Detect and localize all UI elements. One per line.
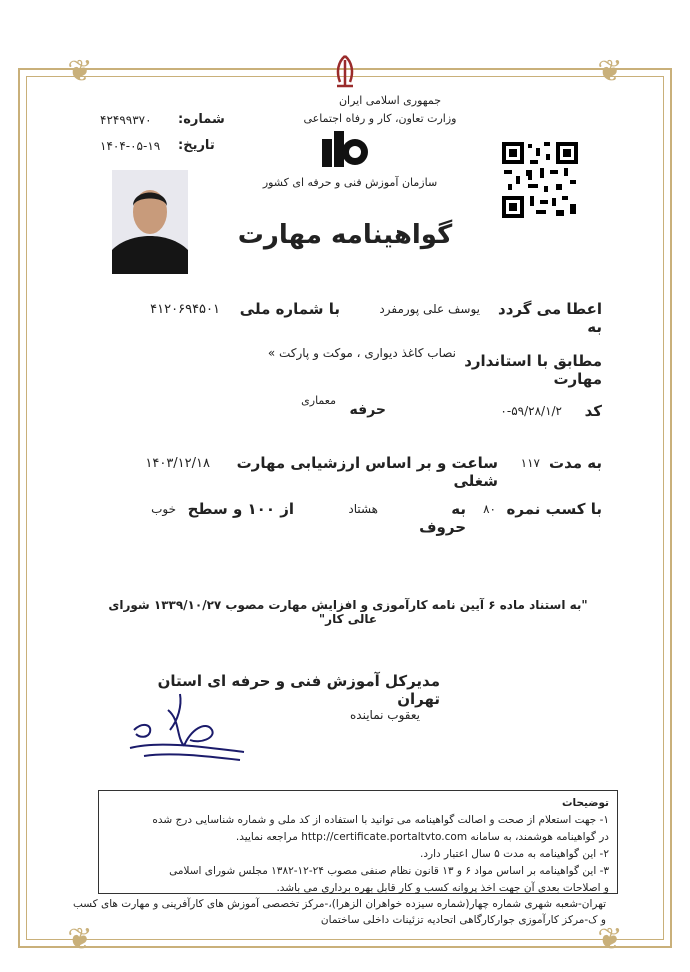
republic-label: جمهوری اسلامی ایران [338,94,442,107]
signatory-name: یعقوب نماینده [350,708,420,722]
qr-code [500,140,580,220]
ornament-bottom-right-icon: ❦ [597,922,623,957]
letters-label: به حروف [419,500,466,536]
score-value: ۸۰ [483,502,496,516]
signature-image [120,690,250,770]
exam-date: ۱۴۰۳/۱۲/۱۸ [145,456,210,471]
note-line-3: ۲- این گواهینامه به مدت ۵ سال اعتبار دارد. [420,848,609,860]
duration-value: ۱۱۷ [520,456,540,470]
standard-label: مطابق با استاندارد مهارت [464,352,602,388]
notes-heading: توضیحات [561,797,609,809]
national-id-label: با شماره ملی [239,300,340,318]
duration-label: به مدت [549,454,602,472]
footer-line-2: و ک-مرکز کارآموزی جوارکارگاهی اتحادیه تزئینات داخلی ساختمان [320,914,606,926]
note-line-1: ۱- جهت استعلام از صحت و اصالت گواهینامه می توانید با استفاده از کد ملی و شماره شناسایی درج شده [152,814,609,826]
legal-statement: "به استناد ماده ۶ آیین نامه کارآموزی و افزایش مهارت مصوب ۱۳۳۹/۱۰/۲۷ شورای عالی کار" [108,598,588,626]
tvto-logo-icon [320,125,370,169]
ornament-bottom-left-icon: ❦ [67,922,93,957]
number-label: شماره: [178,112,225,127]
note-line-4: ۳- این گواهینامه بر اساس مواد ۶ و ۱۳ قانون نظام صنفی مصوب ۲۴-۱۲-۱۳۸۲ مجلس شورای اسلامی [169,865,609,877]
letters-value: هشتاد [348,502,378,516]
ornament-top-right-icon: ❦ [597,54,623,89]
certificate-title: گواهینامه مهارت [237,220,453,250]
national-id-value: ۴۱۲۰۶۹۴۵۰۱ [150,302,220,317]
of-label: از ۱۰۰ و سطح [187,500,294,518]
standard-value: نصاب کاغذ دیواری ، موکت و پارکت » [267,346,456,360]
iran-emblem-icon [328,52,362,92]
score-label: با کسب نمره [506,500,602,518]
organization-label: سازمان آموزش فنی و حرفه ای کشور [262,176,438,189]
ministry-label: وزارت تعاون، کار و رفاه اجتماعی [303,112,457,125]
footer-line-1: تهران-شعبه شهری شماره چهار(شماره سیزده خواهران الزهرا)،-مرکز تخصصی آموزش های کارآفرینی و مهارت های کسب [73,898,606,910]
note-line-2: در گواهینامه هوشمند، به سامانه http://certificate.portaltvto.com مراجعه نمایید. [235,831,609,843]
notes-box [98,790,618,894]
trade-value: معماری [301,394,336,407]
number-value: ۴۲۴۹۹۳۷۰ [100,113,152,127]
date-label: تاریخ: [178,138,215,153]
ornament-top-left-icon: ❦ [67,54,93,89]
date-value: ۱۴۰۴-۰۵-۱۹ [100,139,161,153]
level-value: خوب [151,502,176,516]
person-name: یوسف علی پورمفرد [379,302,480,316]
granted-label: اعطا می گردد به [498,300,602,336]
code-value: ۰-۵۹/۲۸/۱/۲ [500,404,562,418]
signatory-title: مدیرکل آموزش فنی و حرفه ای استان تهران [157,672,440,708]
trade-label: حرفه [349,402,386,418]
note-line-5: و اصلاحات بعدی آن جهت اخذ پروانه کسب و کار قابل بهره برداری می باشد. [276,882,609,894]
hours-label: ساعت و بر اساس ارزشیابی مهارت شغلی [236,454,498,490]
code-label: کد [584,402,602,420]
holder-photo [112,170,188,274]
